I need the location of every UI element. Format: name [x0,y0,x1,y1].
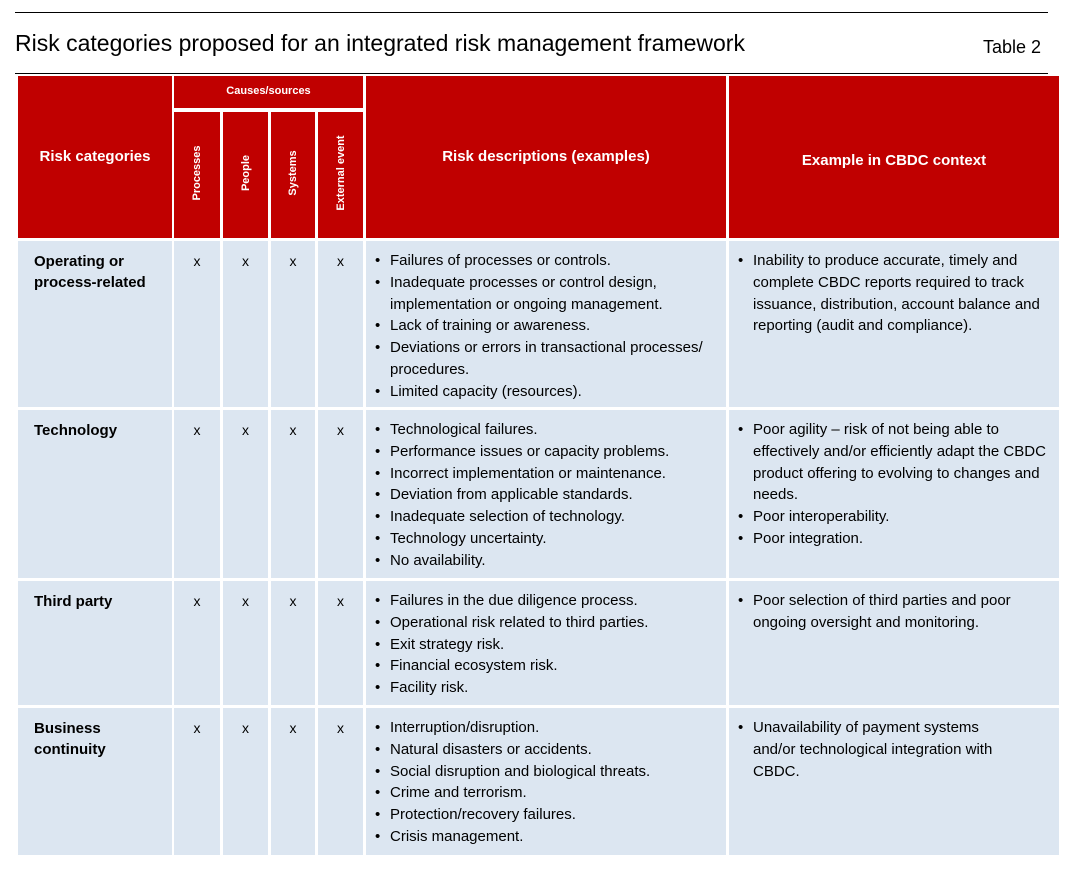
cause-mark: x [223,241,268,407]
cbdc-item: • Poor interoperability. [753,506,1053,528]
row-category: Business continuity [18,708,172,855]
cause-mark: x [318,708,363,855]
header-cause-people [223,112,268,238]
risk-descriptions-cell [366,708,726,855]
cbdc-item: • Poor selection of third parties and poor ongoing oversight and monitoring. [753,590,1053,634]
cause-mark: x [174,410,220,578]
cause-mark: x [223,410,268,578]
description-item: • Technology uncertainty. [390,528,720,550]
description-item: • Exit strategy risk. [390,634,720,656]
description-item: • Social disruption and biological threats. [390,761,720,783]
cause-mark: x [271,581,315,705]
header-causes-sources-label: Causes/sources [226,85,311,97]
description-item: • Limited capacity (resources). [390,381,720,403]
cbdc-context-cell [729,241,1059,407]
description-item: • Crisis management. [390,826,720,848]
header-cause-systems [271,112,315,238]
cause-mark: x [318,581,363,705]
description-item: • Failures of processes or controls. [390,250,720,272]
description-item: • Operational risk related to third parties. [390,612,720,634]
cbdc-context-cell [729,581,1059,705]
header-risk-descriptions-label: Risk descriptions (examples) [442,148,650,165]
description-item: • Incorrect implementation or maintenance. [390,463,720,485]
description-item: • Protection/recovery failures. [390,804,720,826]
cause-mark: x [271,708,315,855]
header-risk-categories-label: Risk categories [39,148,151,165]
description-item: • Natural disasters or accidents. [390,739,720,761]
cbdc-context-cell [729,410,1059,578]
header-cause-external-event-label: External event [334,135,347,211]
title-rule [15,73,1048,74]
cause-mark: x [223,708,268,855]
header-cause-people-label: People [239,154,252,192]
risk-descriptions-cell [366,410,726,578]
row-category: Technology [18,410,172,578]
header-cause-systems-label: Systems [287,150,299,196]
cause-mark: x [174,581,220,705]
table-number: Table 2 [983,37,1042,57]
description-item: • Financial ecosystem risk. [390,655,720,677]
cbdc-item: • Unavailability of payment systems and/or technological integration with CBDC. [753,717,999,782]
top-rule [15,12,1048,13]
description-item: • Interruption/disruption. [390,717,720,739]
description-item: • Lack of training or awareness. [390,315,720,337]
risk-descriptions-cell [366,241,726,407]
description-item: • Failures in the due diligence process. [390,590,720,612]
description-item: • Performance issues or capacity problems. [390,441,720,463]
header-cbdc-context-label: Example in CBDC context [801,152,987,169]
description-item: • Deviations or errors in transactional processes/ procedures. [390,337,720,381]
cause-mark: x [271,241,315,407]
cause-mark: x [318,410,363,578]
cbdc-item: • Poor integration. [753,528,1053,550]
description-item: • Inadequate selection of technology. [390,506,720,528]
cbdc-context-cell [729,708,1059,855]
table-title: Risk categories proposed for an integrated risk management framework [15,30,745,56]
description-item: • Deviation from applicable standards. [390,484,720,506]
header-causes-sources [174,76,363,108]
row-category: Third party [18,581,172,705]
description-item: • Crime and terrorism. [390,782,720,804]
description-item: • Technological failures. [390,419,720,441]
header-cbdc-context [729,76,1059,238]
cbdc-item: • Poor agility – risk of not being able to effectively and/or efficiently adapt the CBDC product offering to evolving to changes and needs. [753,419,1053,506]
header-cause-external-event [318,112,363,238]
header-risk-descriptions [366,76,726,238]
header-cause-processes [174,112,220,238]
description-item: • No availability. [390,550,720,572]
cause-mark: x [318,241,363,407]
risk-descriptions-cell [366,581,726,705]
description-item: • Inadequate processes or control design, implementation or ongoing management. [390,272,720,316]
cause-mark: x [174,241,220,407]
cause-mark: x [223,581,268,705]
cause-mark: x [271,410,315,578]
row-category: Operating or process-related [18,241,172,407]
header-risk-categories [18,76,172,238]
header-cause-processes-label: Processes [191,145,203,201]
cause-mark: x [174,708,220,855]
cbdc-item: • Inability to produce accurate, timely and complete CBDC reports required to track issuance, distribution, account balance and reporting (audit and compliance). [753,250,1053,337]
description-item: • Facility risk. [390,677,720,699]
